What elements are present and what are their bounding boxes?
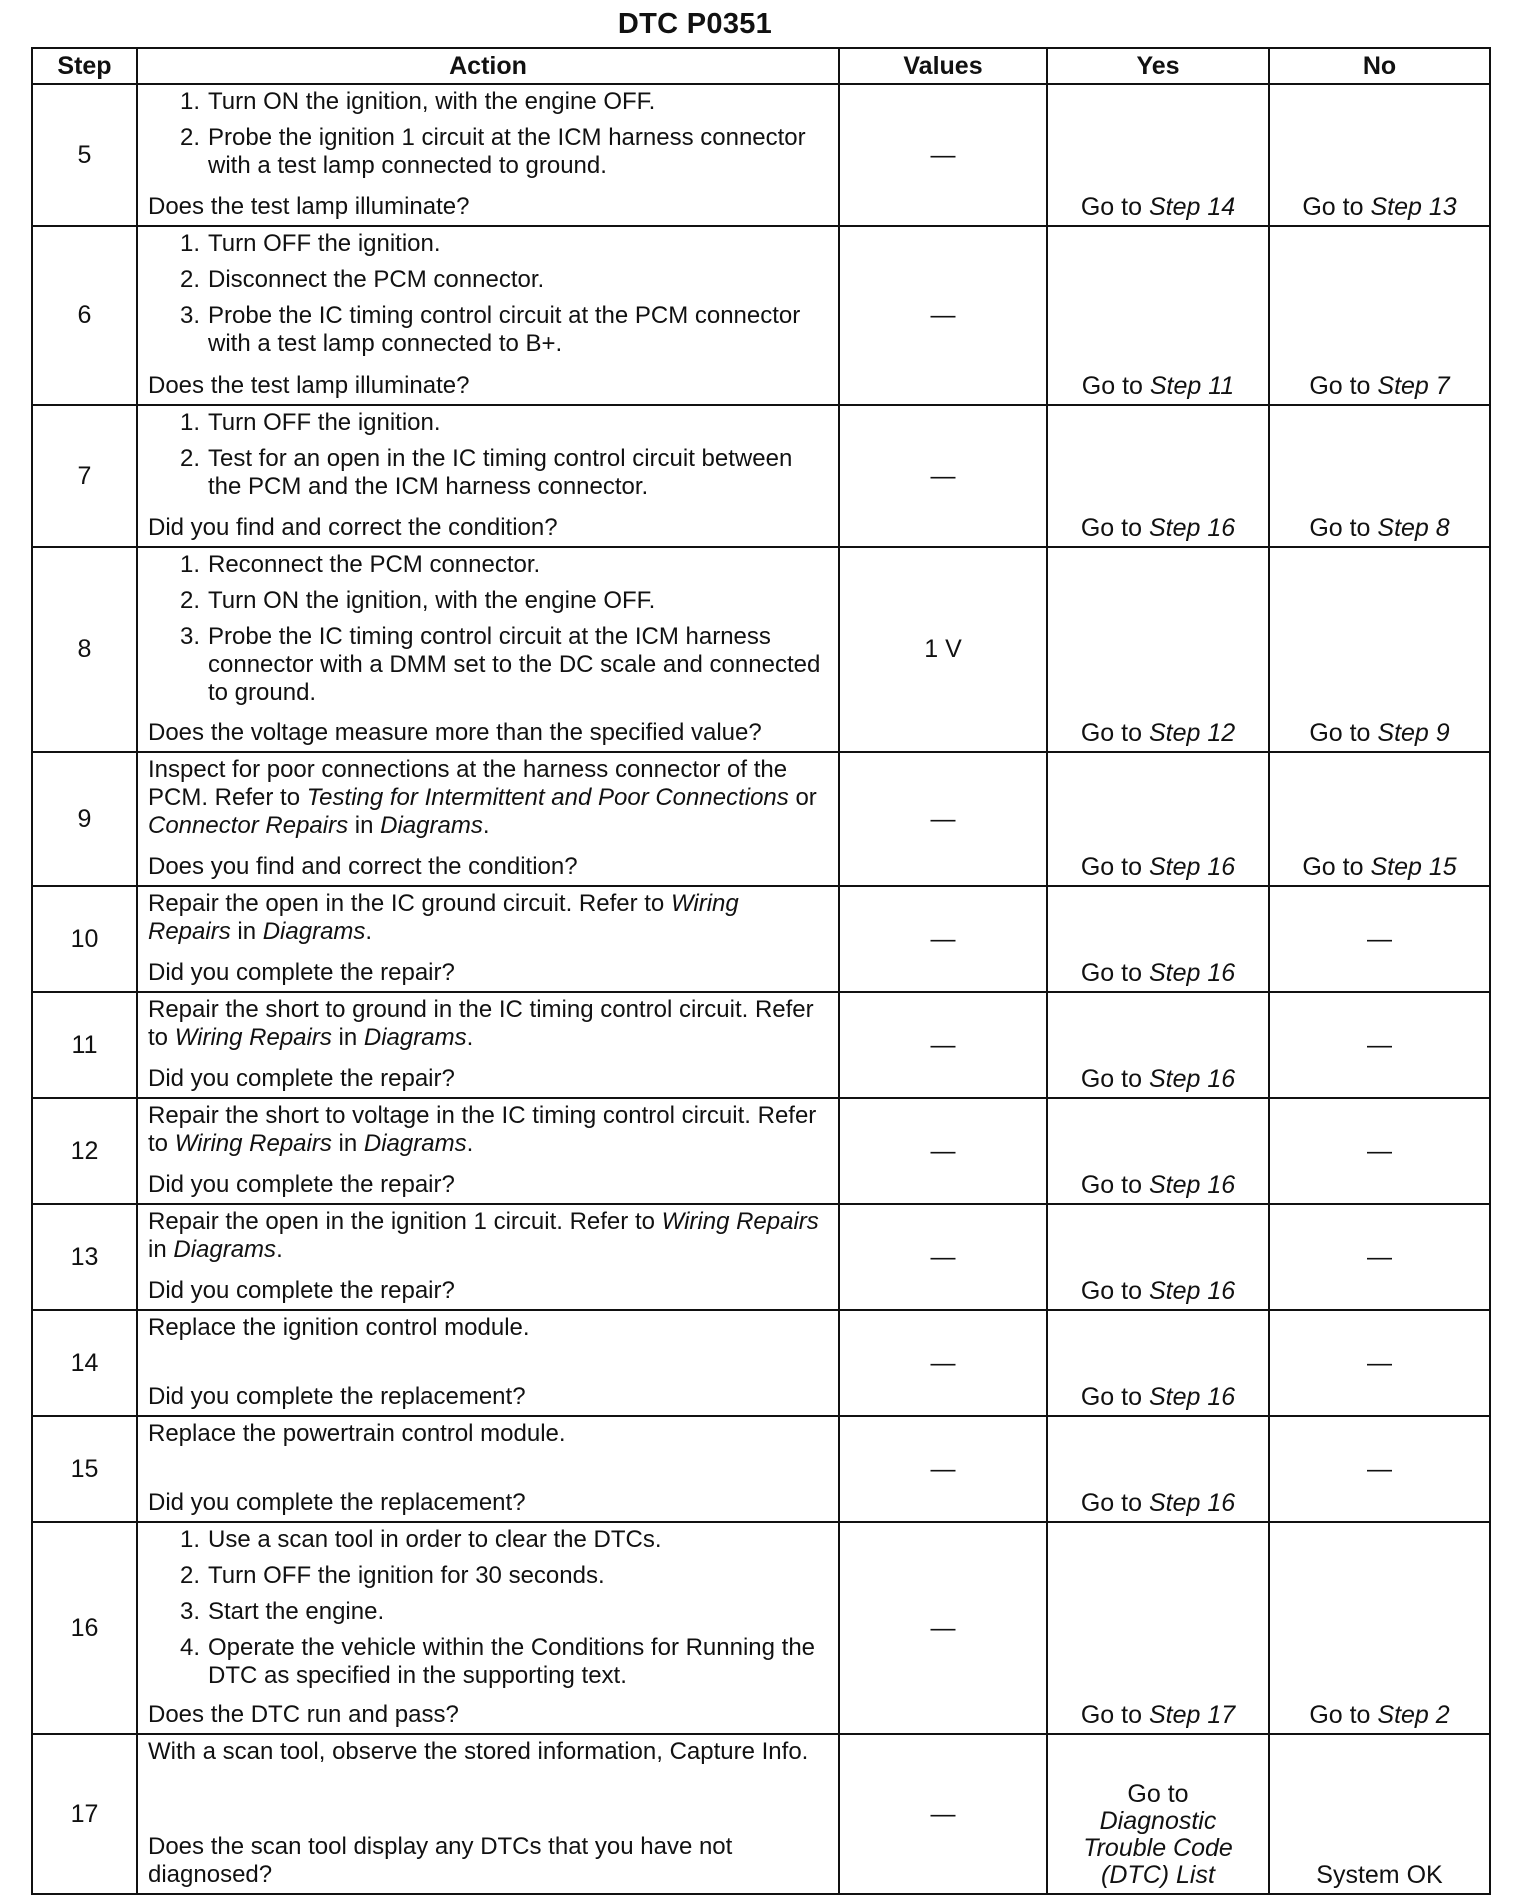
instruction-list — [148, 409, 828, 501]
yes-step-link: Step 16 — [1148, 1489, 1236, 1517]
instruction-number: 1. — [179, 1526, 200, 1553]
values-cell: — — [839, 1522, 1047, 1734]
yes-step-link: Step 16 — [1148, 1065, 1236, 1093]
question-text: Did you complete the repair? — [148, 1171, 455, 1198]
reference-text: Diagrams — [173, 1236, 277, 1263]
instruction-text: Probe the IC timing control circuit at the PCM connector with a test lamp connected to B+. — [208, 302, 801, 357]
dtc-table — [31, 47, 1491, 1895]
action-cell — [137, 1734, 839, 1894]
page-title: DTC P0351 — [617, 8, 773, 40]
instruction-text: Replace the powertrain control module. — [148, 1420, 566, 1447]
step-cell: 16 — [32, 1522, 137, 1734]
instruction-text: in — [331, 1130, 364, 1157]
reference-text: Diagrams — [363, 1130, 467, 1157]
instruction-number: 3. — [179, 1598, 200, 1625]
values-cell: — — [839, 1734, 1047, 1894]
instruction-text: Repair the open in the IC ground circuit. Refer to — [148, 890, 671, 917]
no-cell: — — [1269, 992, 1490, 1098]
instruction-text: . — [365, 918, 373, 945]
yes-step-link: Step 16 — [1148, 1171, 1236, 1199]
instruction-text: Repair the short to ground in the IC timing control circuit. Refer to — [148, 996, 814, 1051]
no-cell: — — [1269, 1204, 1490, 1310]
action-content — [138, 993, 838, 1097]
action-cell — [137, 1310, 839, 1416]
instruction-text: Inspect for poor connections at the harness connector of the PCM. Refer to — [148, 756, 788, 811]
reference-text: Diagrams — [363, 1024, 467, 1051]
table-row — [32, 992, 1490, 1098]
instruction-paragraph — [148, 1738, 828, 1766]
instruction-item — [148, 266, 828, 294]
instruction-text: . — [466, 1024, 474, 1051]
action-content — [138, 85, 838, 225]
reference-text: Wiring Repairs — [661, 1208, 819, 1235]
values-cell: — — [839, 886, 1047, 992]
reference-text: Testing for Intermittent and Poor Connections — [306, 784, 789, 811]
yes-cell — [1047, 886, 1269, 992]
no-step-link: Step 7 — [1377, 372, 1450, 400]
values-cell: — — [839, 226, 1047, 405]
step-cell: 11 — [32, 992, 137, 1098]
instruction-text: Turn OFF the ignition for 30 seconds. — [208, 1562, 605, 1589]
no-cell — [1269, 405, 1490, 547]
header-step: Step — [32, 48, 137, 84]
instruction-text: in — [331, 1024, 364, 1051]
no-cell — [1269, 84, 1490, 226]
reference-text: Wiring Repairs — [174, 1024, 332, 1051]
yes-cell — [1047, 547, 1269, 752]
yes-cell — [1047, 1734, 1269, 1894]
no-cell: System OK — [1269, 1734, 1490, 1894]
question-text: Did you complete the repair? — [148, 1065, 455, 1092]
action-cell — [137, 1416, 839, 1522]
yes-step-link: Step 11 — [1149, 372, 1235, 400]
step-cell: 13 — [32, 1204, 137, 1310]
instruction-text: in — [348, 812, 381, 839]
question-text: Does the DTC run and pass? — [148, 1701, 459, 1728]
yes-cell — [1047, 1416, 1269, 1522]
instruction-list — [148, 1526, 828, 1690]
instruction-text: Repair the short to voltage in the IC timing control circuit. Refer to — [148, 1102, 817, 1157]
action-instructions — [148, 88, 828, 184]
instruction-text: . — [482, 812, 490, 839]
no-cell — [1269, 226, 1490, 405]
yes-step-link: Diagnostic Trouble Code (DTC) List — [1083, 1807, 1233, 1889]
action-content — [138, 1099, 838, 1203]
reference-text: Wiring Repairs — [148, 890, 739, 945]
instruction-text: Turn OFF the ignition. — [208, 230, 441, 257]
instruction-item — [148, 1598, 828, 1626]
no-cell — [1269, 752, 1490, 886]
action-instructions — [148, 551, 828, 711]
action-content — [138, 753, 838, 885]
no-prefix: Go to — [1309, 372, 1378, 400]
action-cell — [137, 992, 839, 1098]
no-cell: — — [1269, 886, 1490, 992]
values-cell: — — [839, 752, 1047, 886]
table-row — [32, 886, 1490, 992]
instruction-text: or — [788, 784, 817, 811]
instruction-item — [148, 551, 828, 579]
instruction-text: Start the engine. — [208, 1598, 385, 1625]
instruction-number: 2. — [179, 1562, 200, 1589]
table-row — [32, 1416, 1490, 1522]
step-cell: 5 — [32, 84, 137, 226]
instruction-text: Test for an open in the IC timing control circuit between the PCM and the ICM harness connector. — [208, 445, 793, 500]
instruction-item — [148, 623, 828, 707]
yes-step-link: Step 12 — [1148, 719, 1236, 747]
yes-prefix: Go to — [1080, 514, 1149, 542]
values-cell: — — [839, 1204, 1047, 1310]
question-text: Does the test lamp illuminate? — [148, 372, 470, 399]
instruction-paragraph — [148, 1420, 828, 1448]
header-yes: Yes — [1047, 48, 1269, 84]
instruction-text: Turn ON the ignition, with the engine OFF. — [208, 587, 656, 614]
instruction-item — [148, 1526, 828, 1554]
instruction-paragraph — [148, 1102, 828, 1158]
header-values: Values — [839, 48, 1047, 84]
instruction-list — [148, 230, 828, 358]
no-step-link: Step 2 — [1377, 1701, 1450, 1729]
action-instructions — [148, 1526, 828, 1694]
action-cell — [137, 226, 839, 405]
instruction-item — [148, 124, 828, 180]
no-prefix: Go to — [1302, 193, 1371, 221]
instruction-text: With a scan tool, observe the stored information, Capture Info. — [148, 1738, 809, 1765]
instruction-number: 2. — [179, 445, 200, 472]
action-cell — [137, 752, 839, 886]
action-cell — [137, 405, 839, 547]
no-cell — [1269, 547, 1490, 752]
values-cell: — — [839, 1098, 1047, 1204]
question-text: Did you complete the replacement? — [148, 1383, 526, 1410]
table-row — [32, 752, 1490, 886]
step-cell: 8 — [32, 547, 137, 752]
question-text: Does the voltage measure more than the specified value? — [148, 719, 762, 746]
instruction-number: 4. — [179, 1634, 200, 1661]
yes-prefix: Go to — [1081, 372, 1150, 400]
yes-step-link: Step 16 — [1148, 514, 1236, 542]
instruction-number: 1. — [179, 230, 200, 257]
instruction-text: in — [148, 1236, 174, 1263]
action-content — [138, 548, 838, 751]
values-cell: — — [839, 84, 1047, 226]
action-instructions — [148, 890, 828, 946]
header-row — [32, 48, 1490, 84]
yes-cell — [1047, 752, 1269, 886]
action-cell — [137, 886, 839, 992]
instruction-text: Turn OFF the ignition. — [208, 409, 441, 436]
instruction-number: 3. — [179, 623, 200, 650]
no-step-link: Step 8 — [1377, 514, 1450, 542]
yes-prefix: Go to — [1080, 1065, 1149, 1093]
values-cell: 1 V — [839, 547, 1047, 752]
step-cell: 12 — [32, 1098, 137, 1204]
instruction-number: 1. — [179, 88, 200, 115]
yes-step-link: Step 14 — [1148, 193, 1236, 221]
action-instructions — [148, 409, 828, 505]
table-row — [32, 1734, 1490, 1894]
table-row — [32, 1310, 1490, 1416]
instruction-paragraph — [148, 890, 828, 946]
instruction-text: . — [466, 1130, 474, 1157]
values-cell: — — [839, 1310, 1047, 1416]
question-text: Does you find and correct the condition? — [148, 853, 578, 880]
instruction-text: Use a scan tool in order to clear the DTCs. — [208, 1526, 662, 1553]
yes-prefix: Go to — [1080, 959, 1149, 987]
action-cell — [137, 1098, 839, 1204]
yes-prefix: Go to — [1080, 1489, 1149, 1517]
no-cell: — — [1269, 1098, 1490, 1204]
instruction-item — [148, 1562, 828, 1590]
yes-prefix: Go to — [1080, 1701, 1149, 1729]
instruction-paragraph — [148, 996, 828, 1052]
question-text: Did you complete the replacement? — [148, 1489, 526, 1516]
instruction-list — [148, 88, 828, 180]
action-instructions — [148, 1314, 828, 1342]
action-instructions — [148, 756, 828, 840]
no-cell: — — [1269, 1310, 1490, 1416]
instruction-text: Disconnect the PCM connector. — [208, 266, 545, 293]
no-step-link: Step 9 — [1377, 719, 1450, 747]
no-cell: — — [1269, 1416, 1490, 1522]
instruction-number: 2. — [179, 266, 200, 293]
question-text: Did you complete the repair? — [148, 959, 455, 986]
instruction-list — [148, 551, 828, 707]
instruction-item — [148, 445, 828, 501]
instruction-number: 3. — [179, 302, 200, 329]
instruction-paragraph — [148, 1314, 828, 1342]
step-cell: 7 — [32, 405, 137, 547]
question-text: Does the test lamp illuminate? — [148, 193, 470, 220]
instruction-item — [148, 302, 828, 358]
no-prefix: Go to — [1309, 1701, 1378, 1729]
yes-cell — [1047, 1098, 1269, 1204]
action-content — [138, 1735, 838, 1893]
no-step-link: Step 13 — [1370, 193, 1457, 221]
yes-step-link: Step 16 — [1148, 1277, 1236, 1305]
instruction-text: Probe the ignition 1 circuit at the ICM harness connector with a test lamp connected to ground. — [208, 124, 806, 179]
instruction-text: Probe the IC timing control circuit at the ICM harness connector with a DMM set to the DC scale and connected to ground. — [208, 623, 821, 706]
reference-text: Diagrams — [262, 918, 366, 945]
table-row — [32, 84, 1490, 226]
action-instructions — [148, 1208, 828, 1264]
instruction-item — [148, 1634, 828, 1690]
yes-prefix: Go to — [1080, 1383, 1149, 1411]
question-text: Did you find and correct the condition? — [148, 514, 558, 541]
instruction-text: Replace the ignition control module. — [148, 1314, 530, 1341]
values-cell: — — [839, 992, 1047, 1098]
instruction-paragraph — [148, 1208, 828, 1264]
instruction-text: Reconnect the PCM connector. — [208, 551, 541, 578]
yes-prefix: Go to — [1127, 1780, 1189, 1808]
table-row — [32, 1204, 1490, 1310]
yes-cell — [1047, 84, 1269, 226]
instruction-item — [148, 230, 828, 258]
no-prefix: Go to — [1309, 514, 1378, 542]
yes-step-link: Step 17 — [1148, 1701, 1236, 1729]
action-instructions — [148, 1102, 828, 1158]
yes-step-link: Step 16 — [1148, 959, 1236, 987]
no-prefix: Go to — [1302, 853, 1371, 881]
instruction-number: 1. — [179, 551, 200, 578]
yes-prefix: Go to — [1080, 193, 1149, 221]
step-cell: 17 — [32, 1734, 137, 1894]
yes-prefix: Go to — [1080, 1171, 1149, 1199]
action-cell — [137, 1522, 839, 1734]
action-cell — [137, 547, 839, 752]
question-text: Did you complete the repair? — [148, 1277, 455, 1304]
yes-prefix: Go to — [1080, 719, 1149, 747]
action-cell — [137, 84, 839, 226]
instruction-text: Repair the open in the ignition 1 circuit. Refer to — [148, 1208, 662, 1235]
values-cell: — — [839, 405, 1047, 547]
step-cell: 10 — [32, 886, 137, 992]
header-no: No — [1269, 48, 1490, 84]
table-row — [32, 1098, 1490, 1204]
action-instructions — [148, 996, 828, 1052]
step-cell: 15 — [32, 1416, 137, 1522]
reference-text: Connector Repairs — [148, 812, 349, 839]
action-content — [138, 887, 838, 991]
instruction-text: in — [230, 918, 263, 945]
action-cell — [137, 1204, 839, 1310]
no-step-link: Step 15 — [1370, 853, 1457, 881]
yes-cell — [1047, 992, 1269, 1098]
instruction-item — [148, 88, 828, 116]
instruction-number: 2. — [179, 124, 200, 151]
instruction-item — [148, 409, 828, 437]
yes-cell — [1047, 1522, 1269, 1734]
table-row — [32, 405, 1490, 547]
instruction-text: . — [276, 1236, 283, 1263]
action-instructions — [148, 230, 828, 362]
yes-cell — [1047, 1310, 1269, 1416]
reference-text: Diagrams — [380, 812, 483, 839]
step-cell: 14 — [32, 1310, 137, 1416]
action-content — [138, 406, 838, 546]
instruction-paragraph — [148, 756, 828, 840]
action-content — [138, 1417, 838, 1521]
table-row — [32, 1522, 1490, 1734]
table-row — [32, 226, 1490, 405]
yes-cell — [1047, 226, 1269, 405]
yes-prefix: Go to — [1080, 853, 1149, 881]
no-prefix: Go to — [1309, 719, 1378, 747]
instruction-number: 1. — [179, 409, 200, 436]
action-instructions — [148, 1420, 828, 1448]
values-cell: — — [839, 1416, 1047, 1522]
instruction-text: Operate the vehicle within the Conditions for Running the DTC as specified in the supporting text. — [208, 1634, 816, 1689]
yes-step-link: Step 16 — [1148, 853, 1236, 881]
yes-cell — [1047, 405, 1269, 547]
instruction-item — [148, 587, 828, 615]
step-cell: 6 — [32, 226, 137, 405]
question-text: Does the scan tool display any DTCs that you have not diagnosed? — [148, 1833, 733, 1888]
action-content — [138, 1205, 838, 1309]
instruction-number: 2. — [179, 587, 200, 614]
instruction-text: Turn ON the ignition, with the engine OFF. — [208, 88, 656, 115]
table-row — [32, 547, 1490, 752]
action-content — [138, 1311, 838, 1415]
no-cell — [1269, 1522, 1490, 1734]
action-content — [138, 227, 838, 404]
action-instructions — [148, 1738, 828, 1766]
yes-prefix: Go to — [1080, 1277, 1149, 1305]
yes-cell — [1047, 1204, 1269, 1310]
step-cell: 9 — [32, 752, 137, 886]
action-content — [138, 1523, 838, 1733]
header-action: Action — [137, 48, 839, 84]
yes-step-link: Step 16 — [1148, 1383, 1236, 1411]
reference-text: Wiring Repairs — [174, 1130, 332, 1157]
